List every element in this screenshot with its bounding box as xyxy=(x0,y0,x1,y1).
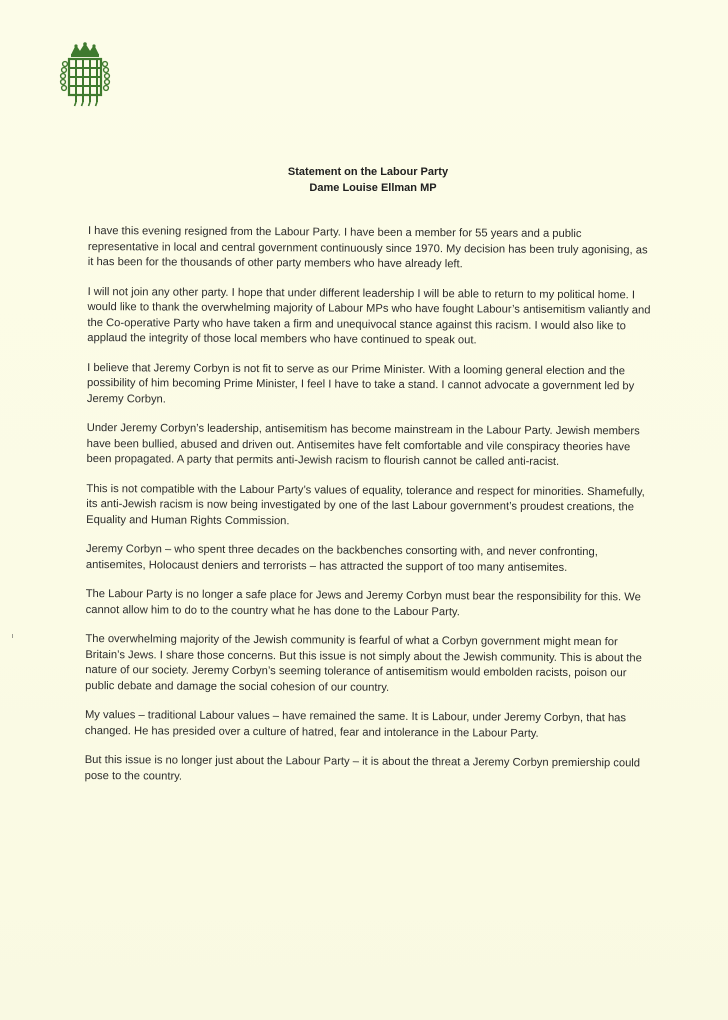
portcullis-crest-icon xyxy=(56,42,114,110)
paragraph: My values – traditional Labour values – have remained the same. It is Labour, under Jeremy Corbyn, that has changed. He has presided over a culture of hatred, fear and intolerance in the Labour Party. xyxy=(84,708,627,740)
paragraph: This is not compatible with the Labour Party’s values of equality, tolerance and respect for minorities. Shamefully, its anti-Jewish racism is now being investigated by one of the last Labour government’s proudest creations, the Equality and Human Rights Commission. xyxy=(86,482,645,527)
paragraph: I will not join any other party. I hope that under different leadership I will be able to return to my political home. I would like to thank the overwhelming majority of Labour MPs who have fought Labour’s antisemitism valiantly and the Co-operative Party who have taken a firm and unequivocal stance against this racism. I would also like to applaud the integrity of those local members who have continued to speak out. xyxy=(87,285,651,347)
paragraph: The overwhelming majority of the Jewish community is fearful of what a Corbyn government might mean for Britain’s Jews. I share those concerns. But this issue is not simply about the Jewish community. This is about the nature of our society. Jeremy Corbyn’s seeming tolerance of antisemitism would embolden racists, poison our public debate and damage the social cohesion of our country. xyxy=(85,632,642,694)
document-title: Statement on the Labour Party xyxy=(287,166,449,178)
scan-mark xyxy=(12,634,13,638)
paragraph: The Labour Party is no longer a safe place for Jews and Jeremy Corbyn must bear the responsibility for this. We cannot allow him to do to the country what he has done to the Labour Party. xyxy=(85,587,641,618)
paragraph: I believe that Jeremy Corbyn is not fit to serve as our Prime Minister. With a looming general election and the possibility of him becoming Prime Minister, I feel I have to take a stand. I cannot advocate a government led by Jeremy Corbyn. xyxy=(86,361,635,405)
document-author: Dame Louise Ellman MP xyxy=(309,182,437,194)
document-body xyxy=(84,224,653,801)
document-header xyxy=(0,164,728,196)
paragraph: Under Jeremy Corbyn’s leadership, antisemitism has become mainstream in the Labour Party. Jewish members have been bullied, abused and driven out. Antisemites have felt comfortable and vile conspiracy theories have been propagated. A party that permits anti-Jewish racism to flourish cannot be called anti-racist. xyxy=(86,421,640,468)
paragraph: I have this evening resigned from the Labour Party. I have been a member for 55 years and a public representative in local and central government continuously since 1970. My decision has been truly agonising, as it has been for the thousands of other party members who have already left. xyxy=(87,224,648,271)
paragraph: But this issue is no longer just about the Labour Party – it is about the threat a Jeremy Corbyn premiership could pose to the country. xyxy=(84,753,641,783)
paragraph: Jeremy Corbyn – who spent three decades on the backbenches consorting with, and never confronting, antisemites, Holocaust deniers and terrorists – has attracted the support of too many antisemites. xyxy=(85,542,598,574)
